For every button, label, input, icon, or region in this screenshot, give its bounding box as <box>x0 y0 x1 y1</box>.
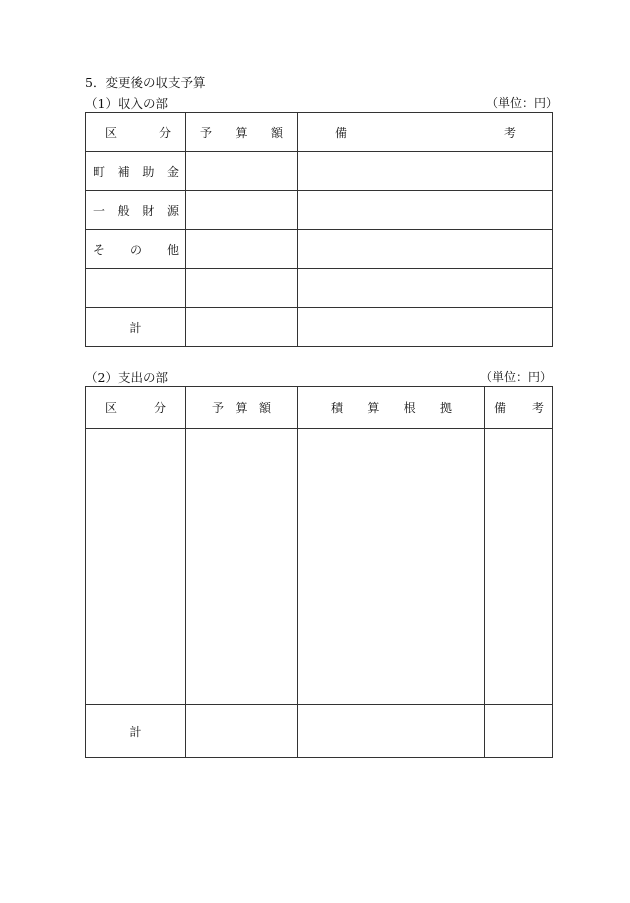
income-row-label: 町 補 助 金 <box>86 152 186 191</box>
income-header-remarks-left: 備 <box>335 125 348 140</box>
table-row <box>86 429 553 705</box>
expense-header-category: 区 分 <box>86 387 186 429</box>
income-header-remarks-right: 考 <box>503 125 516 140</box>
income-header-category: 区 分 <box>86 113 186 152</box>
income-row-amount-cell[interactable] <box>186 191 298 230</box>
expense-unit-label: （単位：円） <box>480 370 553 384</box>
expense-table <box>85 386 553 758</box>
expense-header-basis: 積 算 根 拠 <box>298 387 485 429</box>
income-header-remarks <box>298 113 553 152</box>
expense-category-cell[interactable] <box>86 429 186 705</box>
expense-header-remarks: 備 考 <box>485 387 553 429</box>
expense-total-remarks-cell[interactable] <box>485 705 553 758</box>
table-row <box>86 230 553 269</box>
expense-header-amount: 予 算 額 <box>186 387 298 429</box>
income-total-amount-cell[interactable] <box>186 308 298 347</box>
expense-amount-cell[interactable] <box>186 429 298 705</box>
income-section-title: （1）収入の部 <box>85 96 168 111</box>
income-total-remarks-cell[interactable] <box>298 308 553 347</box>
table-row <box>86 152 553 191</box>
expense-total-row <box>86 705 553 758</box>
income-row-remarks-cell[interactable] <box>298 269 553 308</box>
section-title: 5．変更後の収支予算 <box>85 75 206 90</box>
expense-total-amount-cell[interactable] <box>186 705 298 758</box>
expense-header-row <box>86 387 553 429</box>
income-row-remarks-cell[interactable] <box>298 230 553 269</box>
income-row-label[interactable] <box>86 269 186 308</box>
income-row-amount-cell[interactable] <box>186 269 298 308</box>
income-row-remarks-cell[interactable] <box>298 152 553 191</box>
expense-total-basis-cell[interactable] <box>298 705 485 758</box>
expense-basis-cell[interactable] <box>298 429 485 705</box>
income-row-label: そ の 他 <box>86 230 186 269</box>
income-row-amount-cell[interactable] <box>186 230 298 269</box>
income-unit-label: （単位：円） <box>486 96 559 110</box>
table-row <box>86 269 553 308</box>
expense-total-label: 計 <box>86 705 186 758</box>
expense-remarks-cell[interactable] <box>485 429 553 705</box>
income-header-amount: 予 算 額 <box>186 113 298 152</box>
table-row <box>86 191 553 230</box>
expense-section-title: （2）支出の部 <box>85 370 168 385</box>
income-row-amount-cell[interactable] <box>186 152 298 191</box>
income-total-row <box>86 308 553 347</box>
income-row-label: 一 般 財 源 <box>86 191 186 230</box>
income-table <box>85 112 553 347</box>
income-header-row <box>86 113 553 152</box>
income-total-label: 計 <box>86 308 186 347</box>
income-row-remarks-cell[interactable] <box>298 191 553 230</box>
